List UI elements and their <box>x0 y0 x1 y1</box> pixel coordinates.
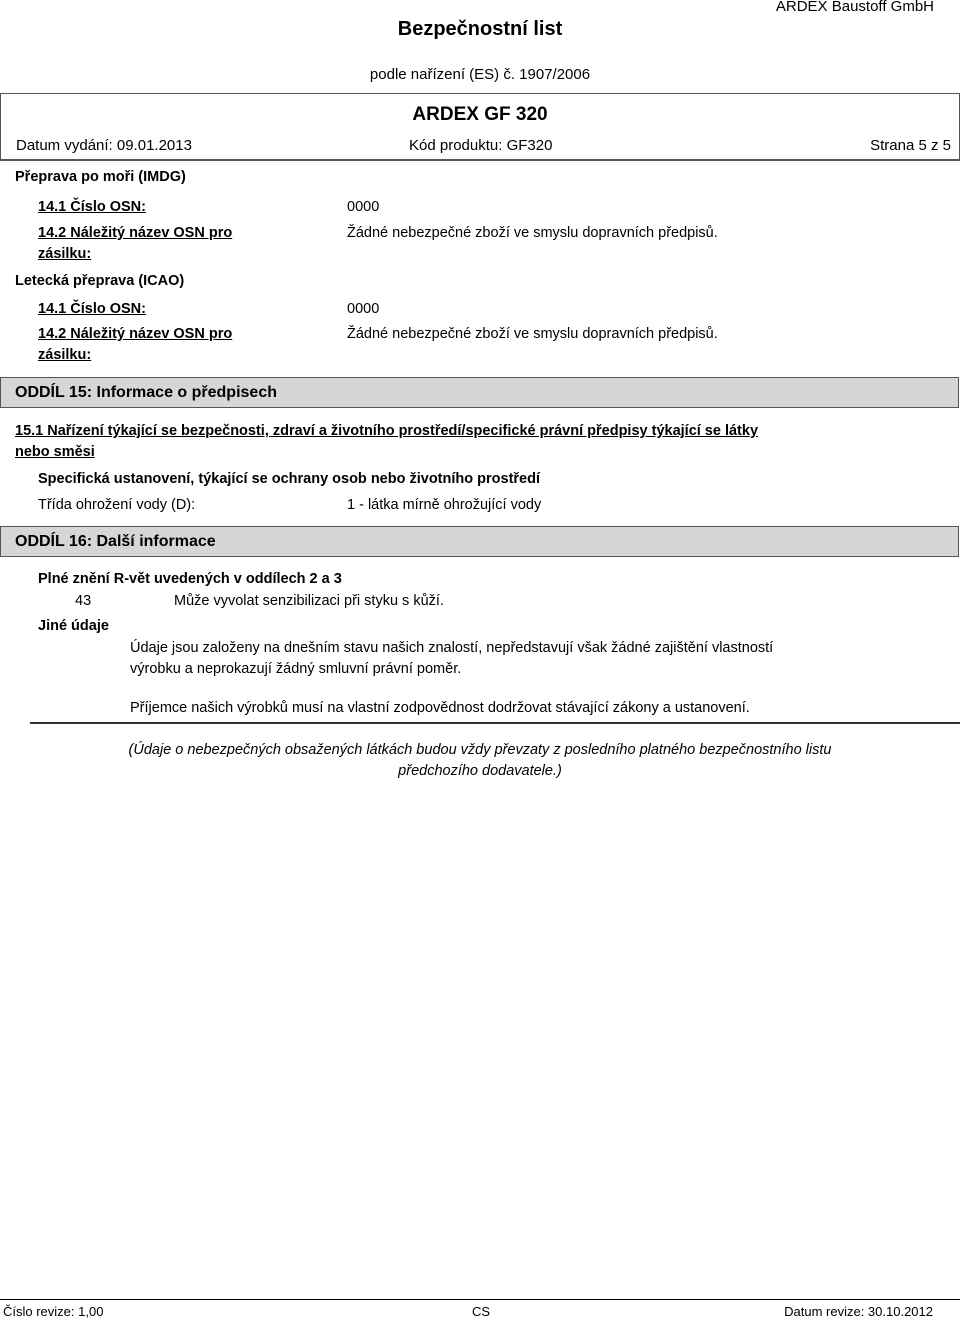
sea-shipping-name-value: Žádné nebezpečné zboží ve smyslu dopravních předpisů. <box>347 225 718 241</box>
regulation-subheading-2: nebo směsi <box>15 444 95 460</box>
r-phrases-heading: Plné znění R-vět uvedených v oddílech 2 a 3 <box>38 571 342 587</box>
revision-date: Datum revize: 30.10.2012 <box>784 1304 933 1319</box>
air-un-number-value: 0000 <box>347 301 380 317</box>
product-code: Kód produktu: GF320 <box>409 137 553 154</box>
hazardous-substances-note-2: předchozího dodavatele.) <box>398 763 562 779</box>
section-15-title: ODDÍL 15: Informace o předpisech <box>15 384 277 401</box>
r-phrase-text: Může vyvolat senzibilizaci při styku s kůží. <box>174 593 444 609</box>
company-name: ARDEX Baustoff GmbH <box>775 0 934 15</box>
water-hazard-class-value: 1 - látka mírně ohrožující vody <box>347 497 542 513</box>
sea-un-number-label: 14.1 Číslo OSN: <box>38 199 146 215</box>
document-title: Bezpečnostní list <box>397 18 563 40</box>
air-un-number-label: 14.1 Číslo OSN: <box>38 301 146 317</box>
air-shipping-name-value: Žádné nebezpečné zboží ve smyslu dopravních předpisů. <box>347 326 718 342</box>
language-code: CS <box>472 1304 491 1319</box>
product-name: ARDEX GF 320 <box>412 104 548 125</box>
air-transport-heading: Letecká přeprava (ICAO) <box>15 273 185 289</box>
recipient-responsibility-text: Příjemce našich výrobků musí na vlastní zodpovědnost dodržovat stávající zákony a ustanovení. <box>130 700 750 716</box>
sea-shipping-name-label: 14.2 Náležitý název OSN pro <box>38 225 233 241</box>
revision-number: Číslo revize: 1,00 <box>3 1304 104 1319</box>
footer-divider <box>0 1299 960 1300</box>
section-16-header <box>0 526 959 557</box>
sea-transport-heading: Přeprava po moři (IMDG) <box>15 169 186 185</box>
water-hazard-class-label: Třída ohrožení vody (D): <box>38 497 196 513</box>
page-number: Strana 5 z 5 <box>870 137 951 154</box>
air-shipping-name-label-2: zásilku: <box>38 347 92 363</box>
sea-un-number-value: 0000 <box>347 199 380 215</box>
section-divider <box>30 722 960 724</box>
air-shipping-name-label: 14.2 Náležitý název OSN pro <box>38 326 233 342</box>
sea-shipping-name-label-2: zásilku: <box>38 246 92 262</box>
regulation-subheading: 15.1 Nařízení týkající se bezpečnosti, zdraví a životního prostředí/specifické právní předpisy týkající se látky <box>15 423 759 439</box>
hazardous-substances-note: (Údaje o nebezpečných obsažených látkách budou vždy převzaty z posledního platného bezpečnostního listu <box>128 742 832 758</box>
other-info-text: Údaje jsou založeny na dnešním stavu našich znalostí, nepředstavují však žádné zajištění vlastností <box>130 640 774 656</box>
regulation-reference: podle nařízení (ES) č. 1907/2006 <box>369 66 591 83</box>
issue-date: Datum vydání: 09.01.2013 <box>16 137 192 154</box>
other-info-label: Jiné údaje <box>38 618 109 634</box>
r-phrase-number: 43 <box>75 593 92 609</box>
section-15-header <box>0 377 959 408</box>
section-16-title: ODDÍL 16: Další informace <box>15 533 216 550</box>
specific-provisions-heading: Specifická ustanovení, týkající se ochrany osob nebo životního prostředí <box>38 471 540 487</box>
other-info-text-2: výrobku a neprokazují žádný smluvní právní poměr. <box>130 661 462 677</box>
